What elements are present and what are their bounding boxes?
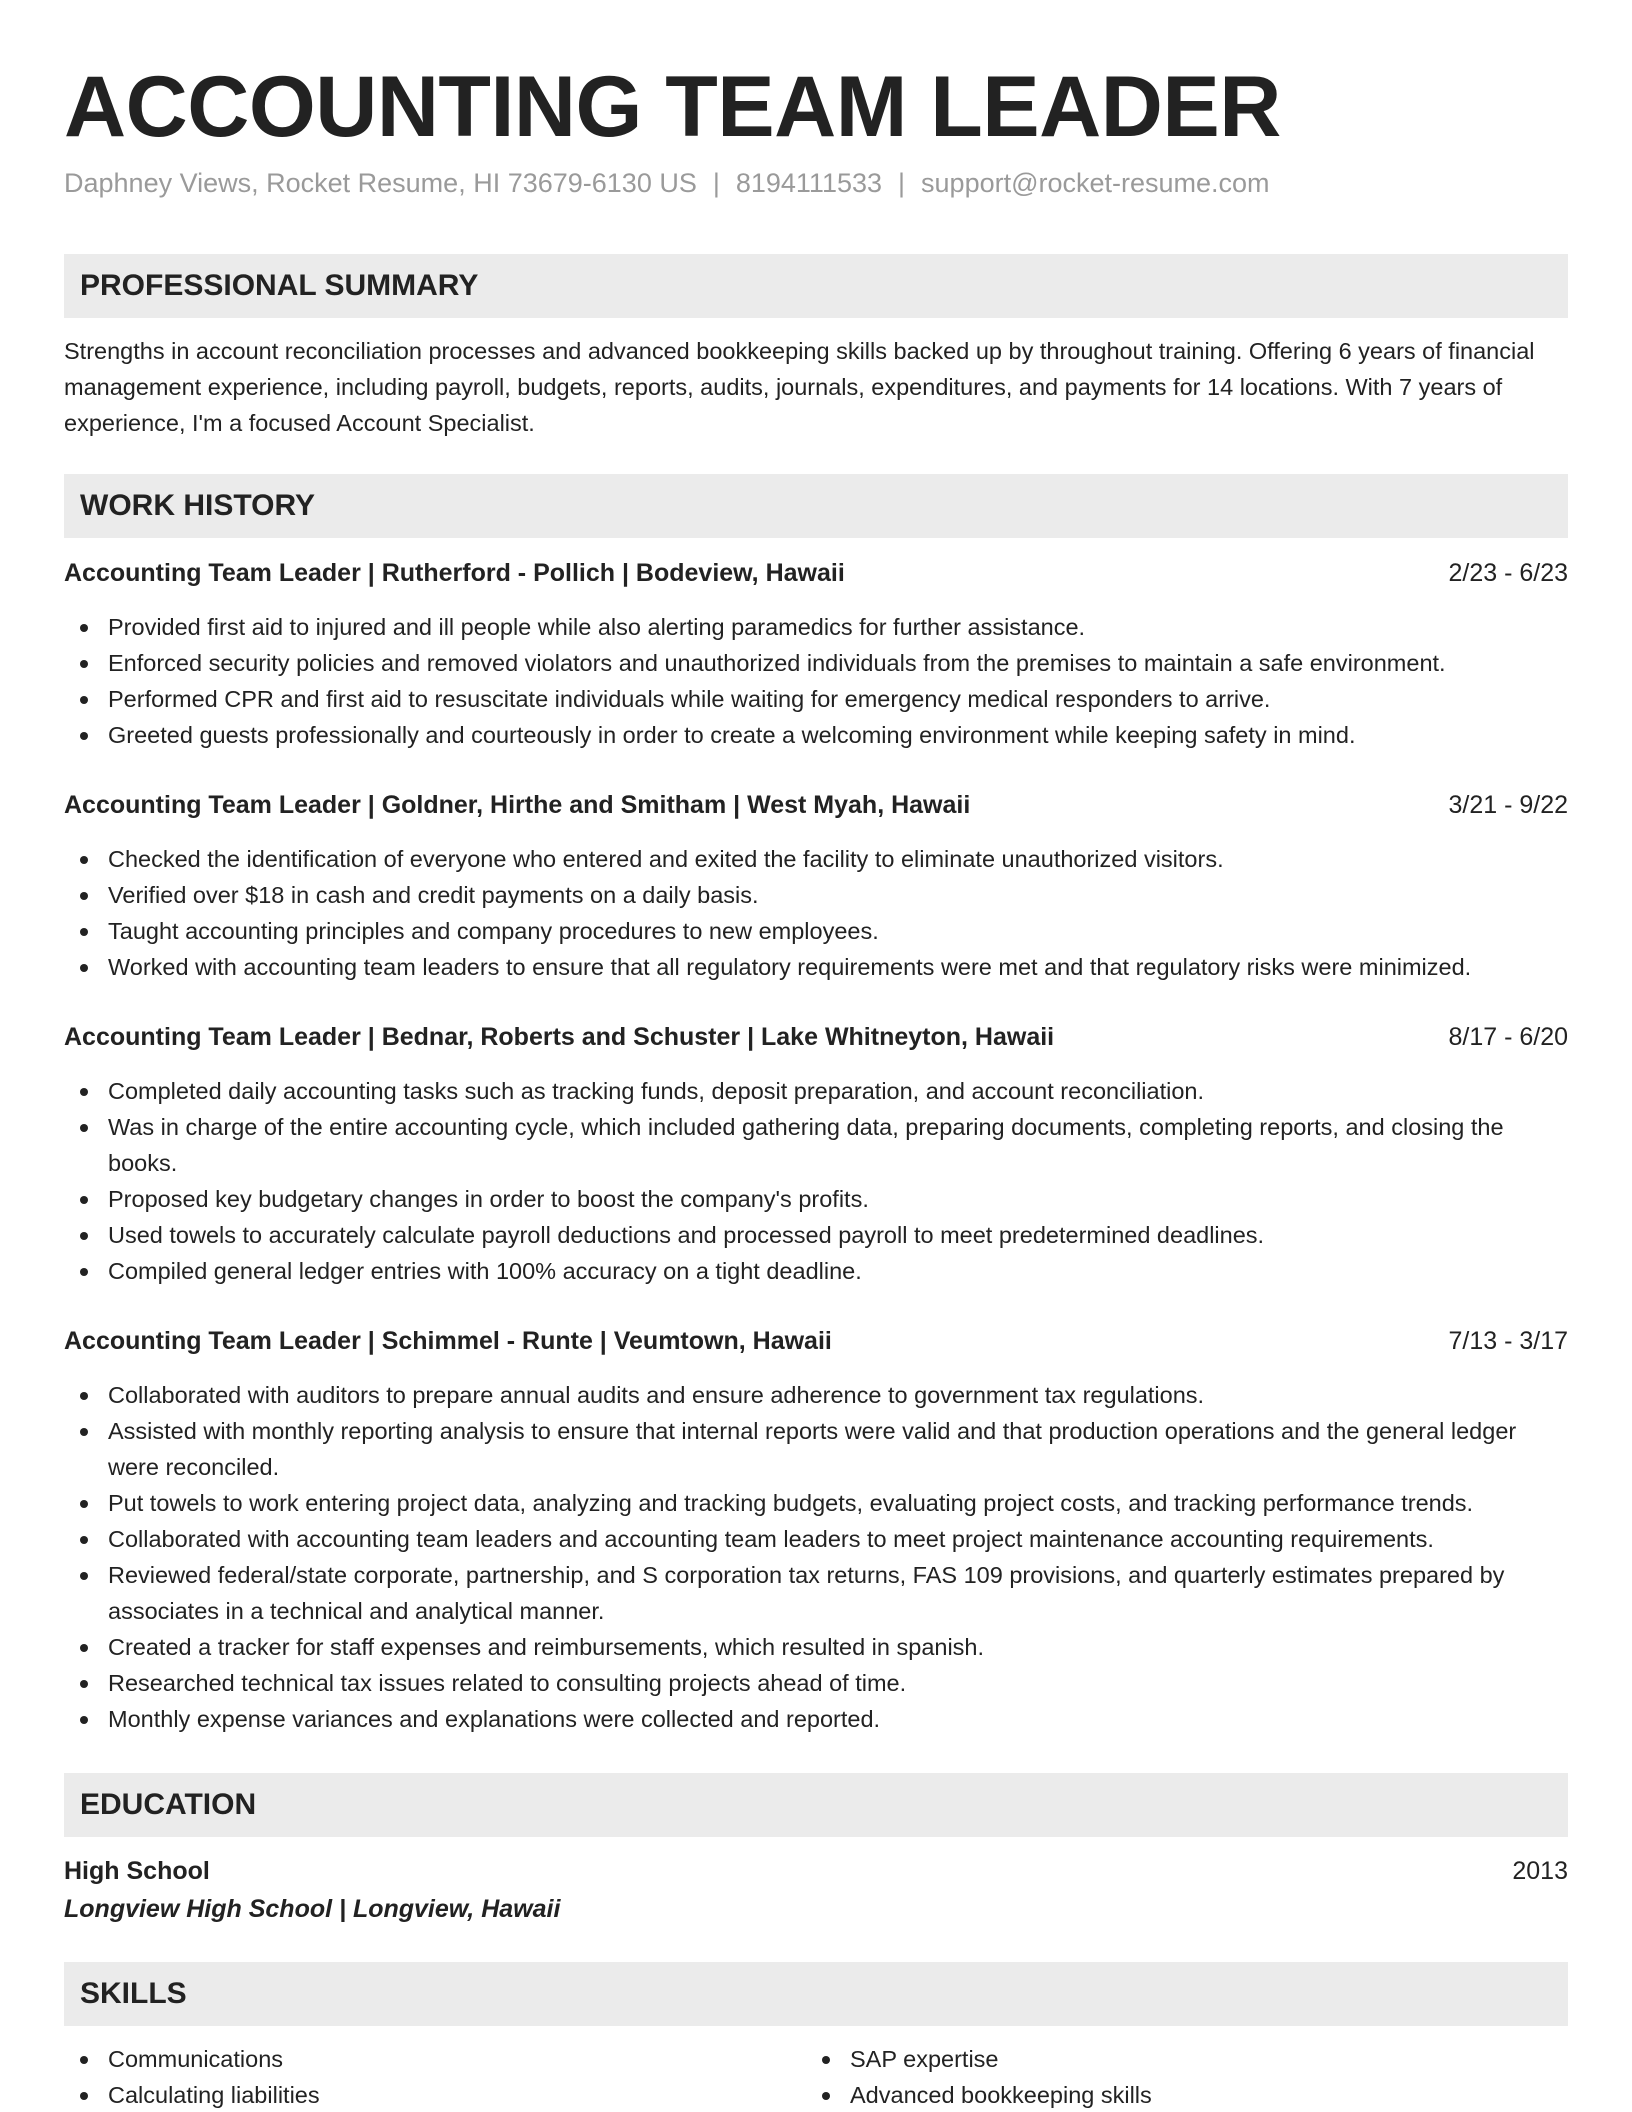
section-summary-header [64,254,1568,318]
education-degree: High School [64,1857,210,1885]
job-bullet: Researched technical tax issues related to consulting projects ahead of time. [64,1665,1568,1701]
education-year: 2013 [1512,1857,1568,1885]
job-header [64,1323,1568,1359]
contact-phone: 8194111533 [735,168,883,198]
job-bullet: Completed daily accounting tasks such as tracking funds, deposit preparation, and account reconciliation. [64,1073,1568,1109]
job-dates: 7/13 - 3/17 [1448,1327,1568,1355]
job-bullet: Worked with accounting team leaders to ensure that all regulatory requirements were met and that regulatory risks were minimized. [64,949,1568,985]
section-work-header [64,474,1568,538]
job-bullets [64,1073,1568,1289]
job-dates: 2/23 - 6/23 [1448,559,1568,587]
job-bullet: Proposed key budgetary changes in order to boost the company's profits. [64,1181,1568,1217]
job-bullet: Collaborated with accounting team leaders and accounting team leaders to meet project maintenance accounting requirements. [64,1521,1568,1557]
job-bullet: Created a tracker for staff expenses and reimbursements, which resulted in spanish. [64,1629,1568,1665]
job-header [64,787,1568,823]
section-title: EDUCATION [80,1788,257,1821]
job-bullet: Taught accounting principles and company procedures to new employees. [64,913,1568,949]
skill-item: SAP expertise [806,2041,1506,2077]
job-title: Accounting Team Leader | Schimmel - Runte | Veumtown, Hawaii [64,1327,832,1355]
skills-list-left [64,2041,764,2112]
job-dates: 8/17 - 6/20 [1448,1023,1568,1051]
skill-item: Calculating liabilities [64,2077,764,2112]
section-title: WORK HISTORY [80,489,316,522]
job-title: Accounting Team Leader | Bednar, Roberts and Schuster | Lake Whitneyton, Hawaii [64,1023,1055,1051]
job-bullet: Enforced security policies and removed violators and unauthorized individuals from the premises to maintain a safe environment. [64,645,1568,681]
job-bullet: Provided first aid to injured and ill people while also alerting paramedics for further assistance. [64,609,1568,645]
job-bullet: Monthly expense variances and explanations were collected and reported. [64,1701,1568,1737]
job-bullet: Compiled general ledger entries with 100% accuracy on a tight deadline. [64,1253,1568,1289]
section-title: PROFESSIONAL SUMMARY [80,269,479,302]
job-bullet: Performed CPR and first aid to resuscitate individuals while waiting for emergency medical responders to arrive. [64,681,1568,717]
job-dates: 3/21 - 9/22 [1448,791,1568,819]
job-bullet: Verified over $18 in cash and credit payments on a daily basis. [64,877,1568,913]
section-education-header [64,1773,1568,1837]
contact-line [64,168,1270,199]
skill-item: Advanced bookkeeping skills [806,2077,1506,2112]
contact-separator: | [712,168,720,198]
job-bullet: Was in charge of the entire accounting cycle, which included gathering data, preparing documents, completing reports, and closing the books. [64,1109,1568,1181]
contact-email: support@rocket-resume.com [921,168,1270,198]
job-bullet: Greeted guests professionally and courteously in order to create a welcoming environment while keeping safety in mind. [64,717,1568,753]
job-header [64,1019,1568,1055]
job-bullet: Collaborated with auditors to prepare annual audits and ensure adherence to government tax regulations. [64,1377,1568,1413]
job-bullet: Reviewed federal/state corporate, partnership, and S corporation tax returns, FAS 109 provisions, and quarterly estimates prepared by associates in a technical and analytical manner. [64,1557,1568,1629]
summary-text: Strengths in account reconciliation processes and advanced bookkeeping skills backed up by throughout training. Offering 6 years of financial management experience, including payroll, budgets, reports, audits, journals, expenditures, and payments for 14 locations. With 7 years of experience, I'm a focused Account Specialist. [64,338,1535,436]
section-skills-header [64,1962,1568,2026]
job-bullet: Used towels to accurately calculate payroll deductions and processed payroll to meet predetermined deadlines. [64,1217,1568,1253]
job-bullets [64,1377,1568,1737]
section-title: SKILLS [80,1977,187,2010]
job-title: Accounting Team Leader | Goldner, Hirthe and Smitham | West Myah, Hawaii [64,791,971,819]
job-bullet: Assisted with monthly reporting analysis to ensure that internal reports were valid and that production operations and the general ledger were reconciled. [64,1413,1568,1485]
job-bullet: Put towels to work entering project data, analyzing and tracking budgets, evaluating project costs, and tracking performance trends. [64,1485,1568,1521]
contact-separator: | [898,168,906,198]
job-bullets [64,609,1568,753]
education-school: Longview High School | Longview, Hawaii [64,1895,561,1923]
skills-list-right [806,2041,1506,2112]
job-bullets [64,841,1568,985]
job-header [64,555,1568,591]
job-title: Accounting Team Leader | Rutherford - Pollich | Bodeview, Hawaii [64,559,845,587]
job-bullet: Checked the identification of everyone who entered and exited the facility to eliminate unauthorized visitors. [64,841,1568,877]
skill-item: Communications [64,2041,764,2077]
contact-address: Daphney Views, Rocket Resume, HI 73679-6130 US [64,168,697,198]
resume-name: ACCOUNTING TEAM LEADER [64,59,1281,155]
